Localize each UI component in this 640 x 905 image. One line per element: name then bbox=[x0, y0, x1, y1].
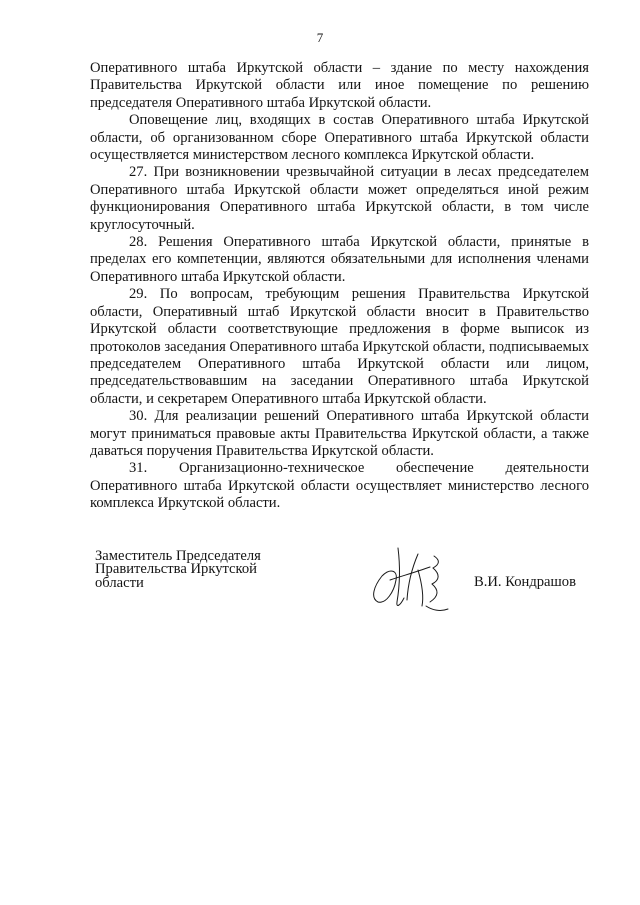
handwritten-signature bbox=[360, 540, 460, 615]
signatory-title-line: области bbox=[95, 574, 144, 591]
paragraph-30: 30. Для реализации решений Оперативного штаба Иркутской области могут приниматься правовые акты Правительства Иркутской области, а также даваться поручения Правительства Иркутской области. bbox=[90, 408, 589, 459]
signatory-name: В.И. Кондрашов bbox=[474, 574, 576, 590]
signatory-title-line: Заместитель Председателя bbox=[95, 548, 261, 564]
paragraph-28: 28. Решения Оперативного штаба Иркутской области, принятые в пределах его компетенции, являются обязательными для исполнения членами Оперативного штаба Иркутской области. bbox=[90, 234, 589, 285]
paragraph-29: 29. По вопросам, требующим решения Правительства Иркутской области, Оперативный штаб Иркутской области вносит в Правительство Иркутской области соответствующие предложения в форме выписок из протоколов заседания Оперативного штаба Иркутской области, подписываемых председателем Оперативного штаба Иркутской области или лицом, председательствовавшим на заседании Оперативного штаба Иркутской области, и секретарем Оперативного штаба Иркутской области. bbox=[90, 286, 589, 407]
paragraph-continuation: Оперативного штаба Иркутской области – здание по месту нахождения Правительства Иркутской области или иное помещение по решению председателя Оперативного штаба Иркутской области. bbox=[90, 60, 589, 111]
signatory-title bbox=[95, 550, 261, 590]
page-number: 7 bbox=[316, 30, 324, 45]
document-body bbox=[90, 60, 589, 513]
paragraph-27: 27. При возникновении чрезвычайной ситуации в лесах председателем Оперативного штаба Иркутской области может определяться иной режим функционирования Оперативного штаба Иркутской области, в том числе круглосуточный. bbox=[90, 164, 589, 233]
paragraph-notification: Оповещение лиц, входящих в состав Оперативного штаба Иркутской области, об организованном сборе Оперативного штаба Иркутской области осуществляется министерством лесного комплекса Иркутской области. bbox=[90, 112, 589, 164]
paragraph-31: 31. Организационно-техническое обеспечение деятельности Оперативного штаба Иркутской области осуществляет министерство лесного комплекса Иркутской области. bbox=[90, 460, 589, 512]
signatory-title-line: Правительства Иркутской bbox=[95, 561, 257, 578]
